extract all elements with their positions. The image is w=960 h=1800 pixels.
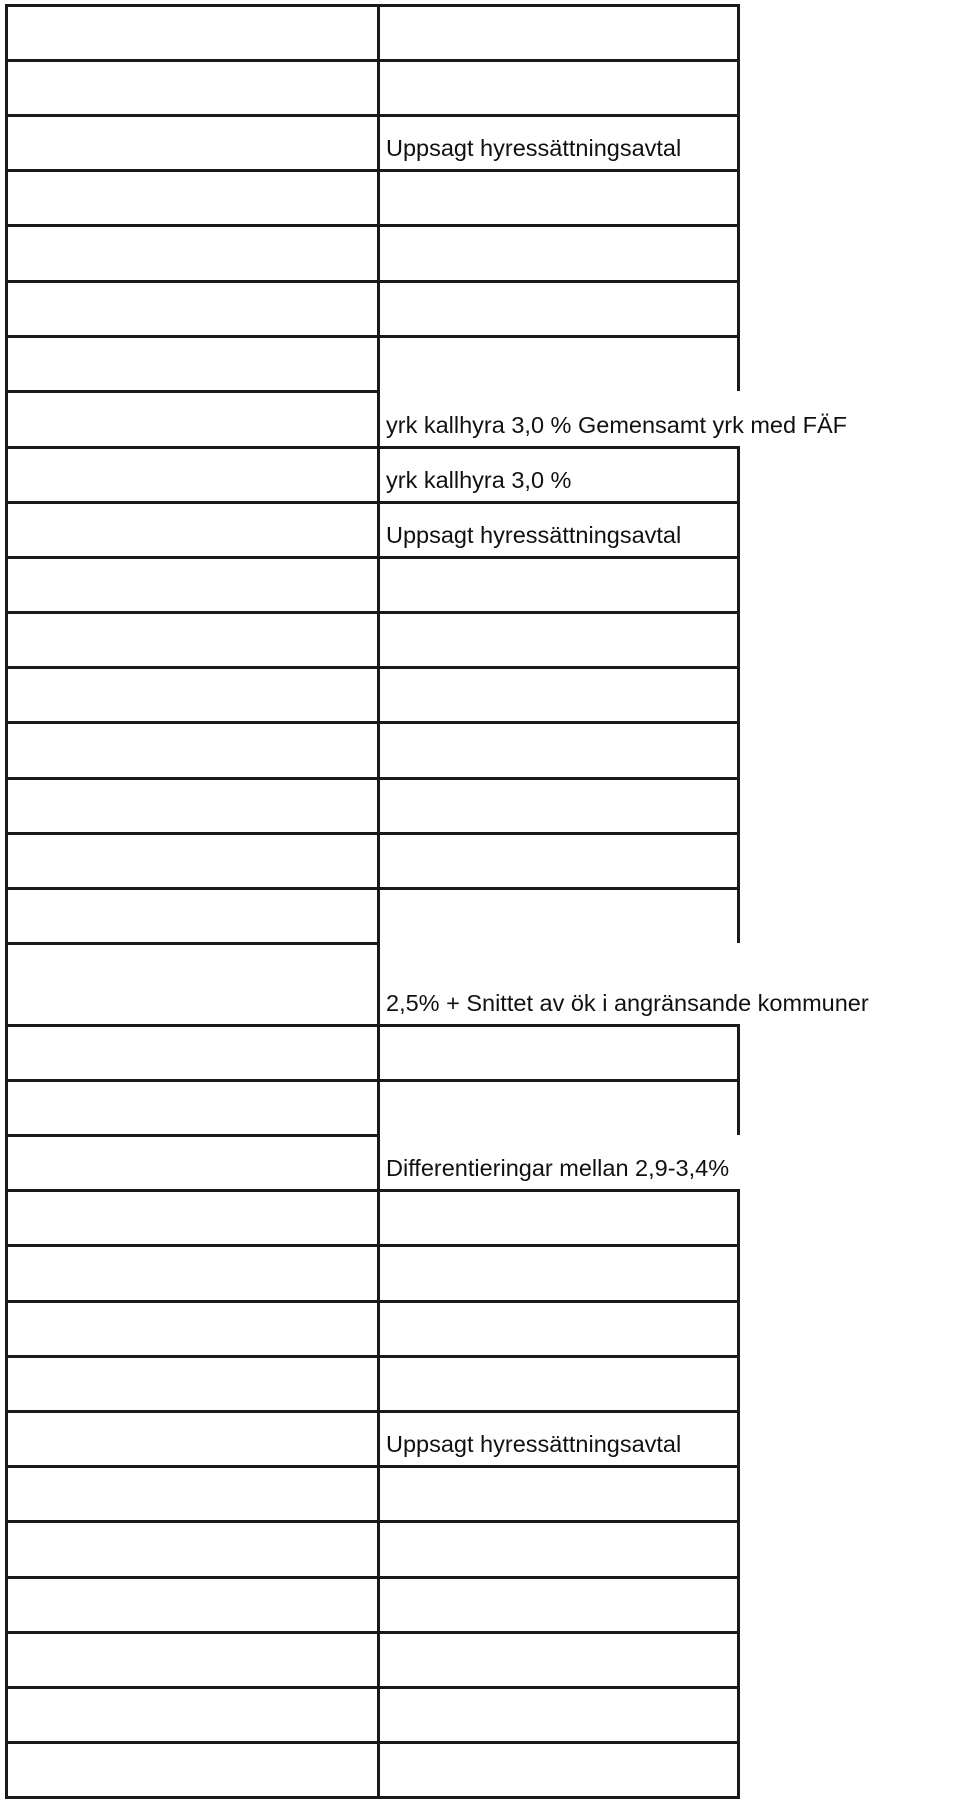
table-cell-b[interactable] [377, 1521, 740, 1577]
grid-line [5, 1686, 740, 1689]
grid-line [5, 666, 740, 669]
table-row [0, 1632, 960, 1687]
grid-line [5, 1741, 740, 1744]
table-cell-a[interactable] [5, 391, 380, 447]
table-cell-a[interactable] [5, 557, 380, 612]
table-cell-a[interactable] [5, 1080, 380, 1135]
table-row [0, 5, 960, 60]
table-cell-text: Uppsagt hyressättningsavtal [386, 522, 682, 548]
table-cell-b[interactable] [377, 1687, 740, 1742]
grid-line [5, 59, 740, 62]
grid-line [5, 611, 740, 614]
table-row [0, 336, 960, 391]
table-cell-b[interactable] [377, 1080, 740, 1135]
table-cell-a[interactable] [5, 225, 380, 281]
table-cell-a[interactable] [5, 1521, 380, 1577]
grid-line [5, 1410, 740, 1413]
table-row [0, 778, 960, 833]
table-cell-a[interactable] [5, 722, 380, 778]
table-cell-a[interactable] [5, 1190, 380, 1245]
table-cell-text: yrk kallhyra 3,0 % Gemensamt yrk med FÄF [386, 412, 847, 438]
table-cell-a[interactable] [5, 1577, 380, 1632]
table-cell-text: Uppsagt hyressättningsavtal [386, 135, 682, 161]
table-cell-b[interactable] [377, 60, 740, 115]
grid-line [5, 1134, 380, 1137]
table-cell-a[interactable] [5, 1742, 380, 1797]
table-row [0, 225, 960, 281]
table-row [0, 1356, 960, 1411]
table-cell-a[interactable] [5, 1301, 380, 1356]
table-cell-a[interactable] [5, 1356, 380, 1411]
table-cell-a[interactable] [5, 1632, 380, 1687]
grid-line [5, 1576, 740, 1579]
table-row [0, 722, 960, 778]
table-cell-b[interactable] [377, 225, 740, 281]
table-cell-b[interactable] [377, 281, 740, 336]
table-cell-text: Differentieringar mellan 2,9-3,4% [386, 1155, 730, 1181]
grid-line [5, 1079, 740, 1082]
table-cell-b[interactable] [377, 170, 740, 225]
grid-line [5, 501, 740, 504]
table-cell-a[interactable] [5, 60, 380, 115]
table-row [0, 60, 960, 115]
table-cell-a[interactable] [5, 447, 380, 502]
table-cell-b[interactable] [377, 833, 740, 888]
table-cell-b[interactable] [377, 778, 740, 833]
table-cell-b[interactable] [377, 1466, 740, 1521]
grid-line [5, 280, 740, 283]
grid-line [5, 335, 740, 338]
table-cell-b[interactable] [377, 612, 740, 667]
table-row [0, 1190, 960, 1245]
table-cell-a[interactable] [5, 888, 380, 943]
table-cell-text: yrk kallhyra 3,0 % [386, 467, 572, 493]
table-row [0, 1025, 960, 1080]
table-row [0, 888, 960, 943]
table-cell-b[interactable] [377, 1190, 740, 1245]
table-row [0, 1687, 960, 1742]
table-row [0, 1521, 960, 1577]
table-cell-a[interactable] [5, 667, 380, 722]
table-cell-a[interactable] [5, 1245, 380, 1301]
table-row [0, 1742, 960, 1797]
grid-line [5, 390, 380, 393]
table-cell-b[interactable] [377, 1245, 740, 1301]
grid-line [377, 446, 740, 449]
table-cell-a[interactable] [5, 1466, 380, 1521]
table-row [0, 667, 960, 722]
grid-line [5, 1465, 740, 1468]
table-row [0, 1245, 960, 1301]
table-cell-b[interactable] [377, 1025, 740, 1080]
table-cell-a[interactable] [5, 170, 380, 225]
grid-line [5, 224, 740, 227]
grid-line [377, 1189, 740, 1192]
table-row [0, 281, 960, 336]
table-row [0, 1466, 960, 1521]
table-cell-a[interactable] [5, 833, 380, 888]
grid-line [5, 832, 740, 835]
table-row [0, 1577, 960, 1632]
grid-line [5, 1796, 740, 1799]
grid-line [5, 556, 740, 559]
table-row [0, 170, 960, 225]
grid-line [5, 777, 740, 780]
grid-line [5, 4, 740, 7]
table-cell-a[interactable] [5, 115, 380, 170]
table-cell-b[interactable] [377, 1356, 740, 1411]
grid-line [5, 114, 740, 117]
table-row [0, 833, 960, 888]
table-cell-b[interactable] [377, 1577, 740, 1632]
table-cell-a[interactable] [5, 1411, 380, 1466]
grid-line [5, 721, 740, 724]
table-row [0, 1301, 960, 1356]
table-cell-b[interactable] [377, 557, 740, 612]
table-cell-b[interactable] [377, 5, 740, 60]
table-cell-b[interactable] [377, 1301, 740, 1356]
grid-line [5, 1300, 740, 1303]
table-cell-a[interactable] [5, 778, 380, 833]
table-row [0, 612, 960, 667]
table-cell-a[interactable] [5, 5, 380, 60]
table-cell-b[interactable] [377, 336, 740, 391]
grid-line [5, 887, 740, 890]
grid-line [5, 1355, 740, 1358]
grid-line [5, 1520, 740, 1523]
grid-line [5, 1631, 740, 1634]
table-cell-a[interactable] [5, 336, 380, 391]
grid-line [5, 1244, 740, 1247]
table-cell-a[interactable] [5, 943, 380, 1025]
table-cell-a[interactable] [5, 502, 380, 557]
table-cell-b[interactable] [377, 888, 740, 943]
table-cell-text: 2,5% + Snittet av ök i angränsande kommuner [386, 990, 869, 1016]
table-cell-b[interactable] [377, 722, 740, 778]
table-cell-text: Uppsagt hyressättningsavtal [386, 1431, 682, 1457]
grid-line [5, 942, 380, 945]
table-cell-a[interactable] [5, 612, 380, 667]
table-cell-b[interactable] [377, 667, 740, 722]
table-cell-b[interactable] [377, 1742, 740, 1797]
table-cell-a[interactable] [5, 1135, 380, 1190]
grid-line [377, 1024, 740, 1027]
table-cell-a[interactable] [5, 1025, 380, 1080]
table-row [0, 557, 960, 612]
table-cell-b[interactable] [377, 1632, 740, 1687]
grid-line [5, 169, 740, 172]
table-cell-a[interactable] [5, 1687, 380, 1742]
table-cell-a[interactable] [5, 281, 380, 336]
table-row [0, 1080, 960, 1135]
